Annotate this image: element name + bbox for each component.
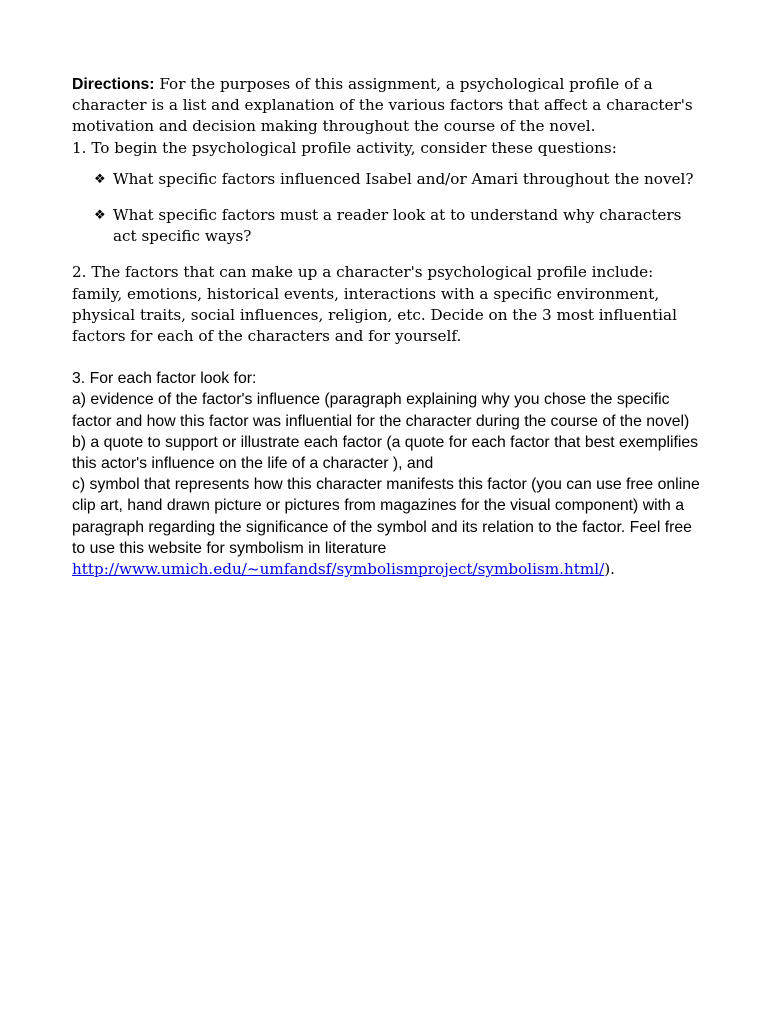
- step-2: 2. The factors that can make up a character's psychological profile include: family, emotions, historical events, interactions with a specific environment, physical traits, social influences, religion, etc. Decide on the 3 most influential factors for each of the characters and for yourself.: [72, 263, 677, 346]
- list-item: [94, 169, 702, 190]
- directions-paragraph: [72, 74, 702, 138]
- step-3-heading: 3. For each factor look for:: [72, 370, 257, 388]
- symbolism-link[interactable]: http://www.umich.edu/~umfandsf/symbolismproject/symbolism.html/: [72, 560, 605, 579]
- document-page: [72, 74, 702, 580]
- question-list: [72, 169, 702, 248]
- directions-text: For the purposes of this assignment, a psychological profile of a character is a list and explanation of the various factors that affect a character's motivation and decision making throughout the course of the novel.: [72, 75, 693, 136]
- diamond-star-icon: ❖: [94, 208, 106, 224]
- directions-label: Directions:: [72, 76, 155, 93]
- diamond-star-icon: ❖: [94, 171, 106, 187]
- step-3-item-a: a) evidence of the factor's influence (paragraph explaining why you chose the specific factor and how this factor was influential for the character during the course of the novel): [72, 391, 690, 430]
- step-3-item-c: [72, 474, 702, 580]
- question-text: What specific factors influenced Isabel and/or Amari throughout the novel?: [113, 169, 694, 188]
- step-1: 1. To begin the psychological profile activity, consider these questions:: [72, 138, 617, 157]
- step-3-item-c-text: c) symbol that represents how this character manifests this factor (you can use free online clip art, hand drawn picture or pictures from magazines for the visual component) with a paragraph regarding the significance of the symbol and its relation to the factor. Feel free to use this website for symbolism in literature: [72, 476, 700, 557]
- list-item: [94, 205, 702, 247]
- question-text: What specific factors must a reader look at to understand why characters act specific ways?: [113, 206, 682, 246]
- step-3-item-b: b) a quote to support or illustrate each factor (a quote for each factor that best exemplifies this actor's influence on the life of a character ), and: [72, 433, 699, 473]
- link-suffix: ).: [604, 560, 615, 579]
